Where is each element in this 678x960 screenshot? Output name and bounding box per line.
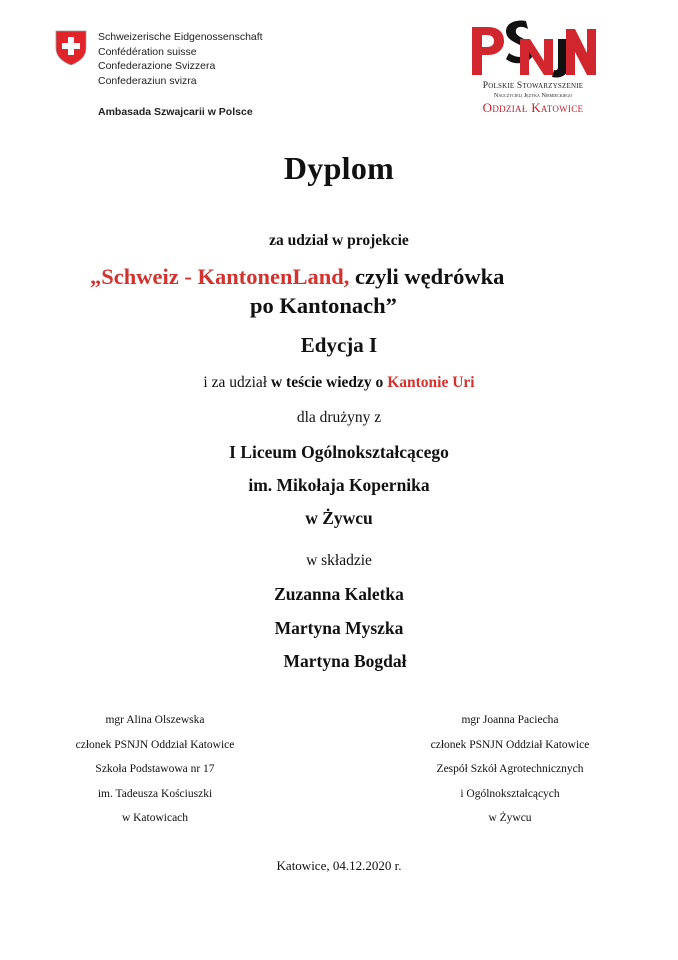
psnjn-organization-name [468,81,598,115]
swiss-name-rm: Confederaziun svizra [98,74,197,87]
signatory-city: w Żywcu [488,812,532,824]
psnjn-line-3: Oddział Katowice [482,100,584,115]
swiss-confederation-names [98,30,263,88]
swiss-name-it: Confederazione Svizzera [98,60,216,72]
swiss-coat-of-arms-icon [55,30,87,66]
swiss-name-fr: Confédération suisse [98,45,197,58]
signatory-school-patron: im. Tadeusza Kościuszki [97,787,213,800]
team-for-text: dla drużyny z [296,409,382,426]
test-prefix: i za udział [203,374,271,391]
embassy-name: Ambasada Szwajcarii w Polsce [98,106,253,118]
psnjn-line-1: Polskie Stowarzyszenie [482,81,584,91]
signatory-school: Szkoła Podstawowa nr 17 [95,763,215,775]
diploma-title: Dyplom [283,150,395,186]
signatory-city: w Katowicach [121,812,189,824]
team-member: Martyna Myszka [274,618,404,638]
psnjn-line-2: Nauczycieli Języka Niemieckiego [493,92,573,99]
school-name-line-2: im. Mikołaja Kopernika [248,475,430,495]
signatory-name: mgr Joanna Paciecha [461,714,559,726]
signatory-school: Zespół Szkół Agrotechnicznych [436,763,584,775]
project-name-red: „Schweiz - KantonenLand, [90,264,350,289]
team-member: Martyna Bogdał [283,651,407,671]
signature-block-right [380,708,640,831]
signatory-school-type: i Ogólnokształcących [460,787,560,800]
school-name-line-3: w Żywcu [305,508,373,528]
school-name-line-1: I Liceum Ogólnokształcącego [229,442,449,462]
swiss-name-de: Schweizerische Eidgenossenschaft [98,31,263,43]
test-canton: Kantonie Uri [387,374,475,391]
participation-text: za udział w projekcie [269,232,409,249]
project-line-1 [90,262,504,291]
signatory-name: mgr Alina Olszewska [105,714,205,726]
project-name [90,262,504,320]
project-name-rest: czyli wędrówka [349,264,505,289]
project-line-2: po Kantonach” [250,293,397,318]
signatory-role: członek PSNJN Oddział Katowice [430,738,590,751]
signatory-role: członek PSNJN Oddział Katowice [75,738,235,751]
composition-text: w składzie [306,552,372,569]
psnjn-logo [468,17,598,117]
swiss-embassy-logo [55,30,287,120]
edition: Edycja I [300,333,378,357]
knowledge-test-line [0,374,678,392]
signature-block-left [25,708,285,831]
place-and-date: Katowice, 04.12.2020 r. [276,858,402,873]
test-bold: w teście wiedzy o [270,374,388,391]
team-member: Zuzanna Kaletka [274,584,404,604]
psnjn-logo-mark-icon [468,17,598,79]
